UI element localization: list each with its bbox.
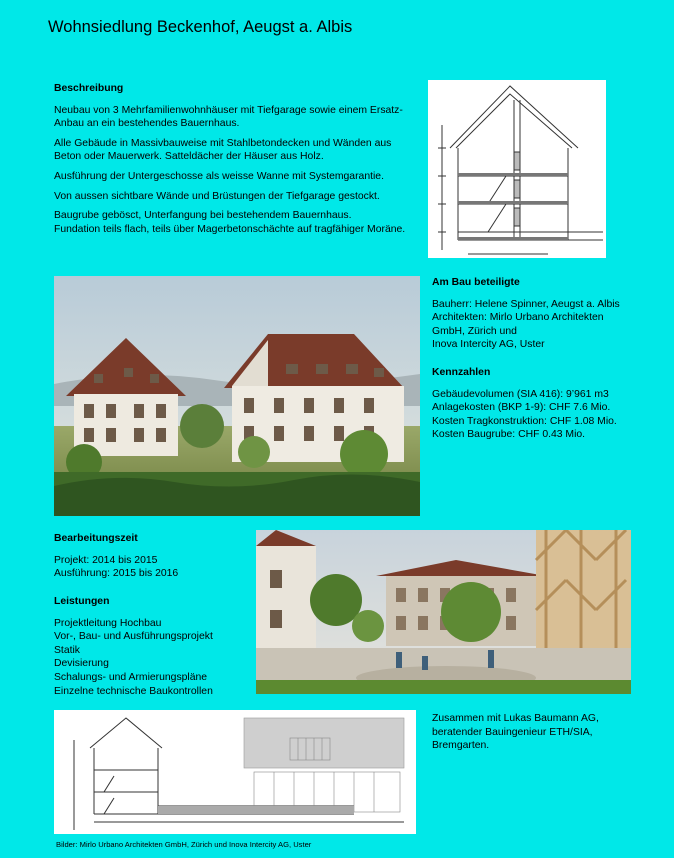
text-line: Von aussen sichtbare Wände und Brüstungen der Tiefgarage gestockt. — [54, 190, 380, 202]
text-line: Alle Gebäude in Massivbauweise mit Stahlbetondecken und Wänden aus — [54, 137, 392, 149]
text-line: Projekt: 2014 bis 2015 — [54, 554, 158, 566]
beschreibung-section — [54, 82, 414, 242]
text-line: Zusammen mit Lukas Baumann AG, — [432, 713, 599, 724]
section-drawing-bottom — [54, 710, 416, 834]
beteiligte-section — [432, 276, 662, 352]
text-line: Inova Intercity AG, Uster — [432, 339, 545, 351]
beschreibung-paragraph — [54, 209, 414, 236]
rendering-houses-exterior — [54, 276, 420, 516]
page-title: Wohnsiedlung Beckenhof, Aeugst a. Albis — [48, 18, 353, 36]
text-line: Fundation teils flach, teils über Magerbetonschächte auf tragfähiger Moräne. — [54, 223, 406, 235]
text-line: Kosten Tragkonstruktion: CHF 1.08 Mio. — [432, 415, 617, 427]
text-line: Anbau an ein bestehendes Bauernhaus. — [54, 118, 240, 130]
rendering-courtyard — [256, 530, 631, 694]
text-line: beratender Bauingenieur ETH/SIA, — [432, 726, 593, 738]
text-line: Neubau von 3 Mehrfamilienwohnhäuser mit Tiefgarage sowie einem Ersatz- — [54, 104, 403, 116]
beschreibung-paragraph — [54, 190, 414, 204]
image-credits-caption: Bilder: Mirlo Urbano Architekten GmbH, Zürich und Inova Intercity AG, Uster — [56, 840, 312, 849]
text-line: Bauherr: Helene Spinner, Aeugst a. Albis — [432, 298, 620, 310]
text-line: Baugrube gebösct, Unterfangung bei bestehendem Bauernhaus. — [54, 210, 352, 222]
beschreibung-paragraph — [54, 137, 414, 164]
beteiligte-heading: Am Bau beteiligte — [432, 277, 520, 288]
partner-section — [432, 712, 662, 753]
bearbeitungszeit-heading: Bearbeitungszeit — [54, 533, 138, 544]
text-line: Devisierung — [54, 658, 109, 670]
text-line: Anlagekosten (BKP 1-9): CHF 7.6 Mio. — [432, 402, 611, 414]
text-line: Schalungs- und Armierungspläne — [54, 671, 208, 683]
bearbeitungszeit-section — [54, 532, 254, 581]
leistungen-heading: Leistungen — [54, 596, 110, 607]
leistungen-section — [54, 595, 254, 698]
kennzahlen-heading: Kennzahlen — [432, 367, 491, 378]
beschreibung-paragraph — [54, 170, 414, 184]
text-line: Vor-, Bau- und Ausführungsprojekt — [54, 631, 213, 643]
text-line: Architekten: Mirlo Urbano Architekten — [432, 312, 604, 324]
beschreibung-paragraph — [54, 104, 414, 131]
text-line: Ausführung: 2015 bis 2016 — [54, 568, 179, 580]
kennzahlen-section — [432, 366, 662, 442]
section-drawing-top — [428, 80, 606, 258]
text-line: Projektleitung Hochbau — [54, 617, 162, 629]
text-line: Kosten Baugrube: CHF 0.43 Mio. — [432, 429, 586, 441]
text-line: Statik — [54, 644, 80, 656]
beschreibung-heading: Beschreibung — [54, 83, 124, 94]
text-line: GmbH, Zürich und — [432, 325, 517, 337]
text-line: Ausführung der Untergeschosse als weisse Wanne mit Systemgarantie. — [54, 170, 384, 182]
text-line: Einzelne technische Baukontrollen — [54, 685, 213, 697]
text-line: Bremgarten. — [432, 740, 490, 752]
text-line: Beton oder Mauerwerk. Satteldächer der Häuser aus Holz. — [54, 151, 324, 163]
text-line: Gebäudevolumen (SIA 416): 9’961 m3 — [432, 388, 609, 400]
